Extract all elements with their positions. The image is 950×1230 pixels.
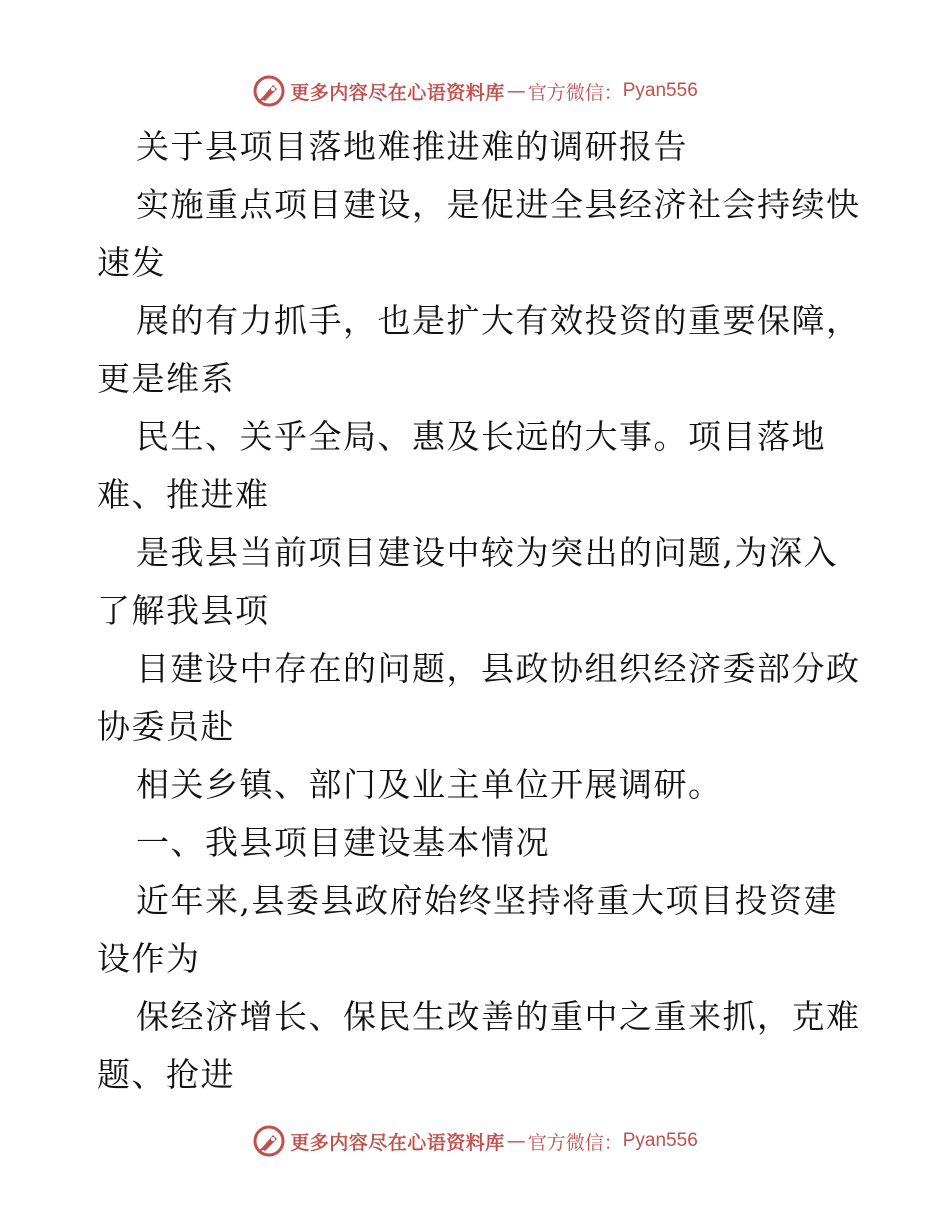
text-line: 了解我县项 bbox=[97, 591, 270, 630]
text-line: 展的有力抓手，也是扩大有效投资的重要保障， bbox=[136, 301, 861, 340]
watermark-text: 更多内容尽在心语资料库 bbox=[290, 81, 505, 104]
watermark-separator: — bbox=[506, 1130, 526, 1152]
text-line: 设作为 bbox=[97, 939, 201, 978]
header-watermark bbox=[0, 71, 950, 111]
watermark-wechat-id: Pyan556 bbox=[622, 1130, 698, 1151]
text-line: 民生、关乎全局、惠及长远的大事。项目落地 bbox=[136, 417, 826, 456]
watermark-wechat-label: 官方微信： bbox=[527, 81, 623, 104]
text-line: 实施重点项目建设，是促进全县经济社会持续快 bbox=[136, 185, 861, 224]
text-line: 相关乡镇、部门及业主单位开展调研。 bbox=[136, 765, 723, 804]
watermark-wechat-label: 官方微信： bbox=[527, 1131, 623, 1154]
text-line: 近年来,县委县政府始终坚持将重大项目投资建 bbox=[136, 881, 838, 920]
text-line: 难、推进难 bbox=[97, 475, 270, 514]
pen-nib-logo-icon bbox=[252, 74, 286, 108]
pen-nib-logo-icon bbox=[252, 1124, 286, 1158]
footer-watermark bbox=[0, 1121, 950, 1161]
text-line: 题、抢进 bbox=[97, 1055, 235, 1094]
text-line: 目建设中存在的问题，县政协组织经济委部分政 bbox=[136, 649, 861, 688]
text-line: 是我县当前项目建设中较为突出的问题,为深入 bbox=[136, 533, 838, 572]
text-line: 速发 bbox=[97, 243, 166, 282]
section-heading: 一、我县项目建设基本情况 bbox=[136, 823, 550, 862]
document-title: 关于县项目落地难推进难的调研报告 bbox=[136, 127, 688, 166]
watermark-separator: — bbox=[506, 80, 526, 102]
text-line: 保经济增长、保民生改善的重中之重来抓，克难 bbox=[136, 997, 861, 1036]
watermark-text: 更多内容尽在心语资料库 bbox=[290, 1131, 505, 1154]
watermark-wechat-id: Pyan556 bbox=[622, 80, 698, 101]
document-body bbox=[97, 118, 867, 1104]
text-line: 更是维系 bbox=[97, 359, 235, 398]
text-line: 协委员赴 bbox=[97, 707, 235, 746]
